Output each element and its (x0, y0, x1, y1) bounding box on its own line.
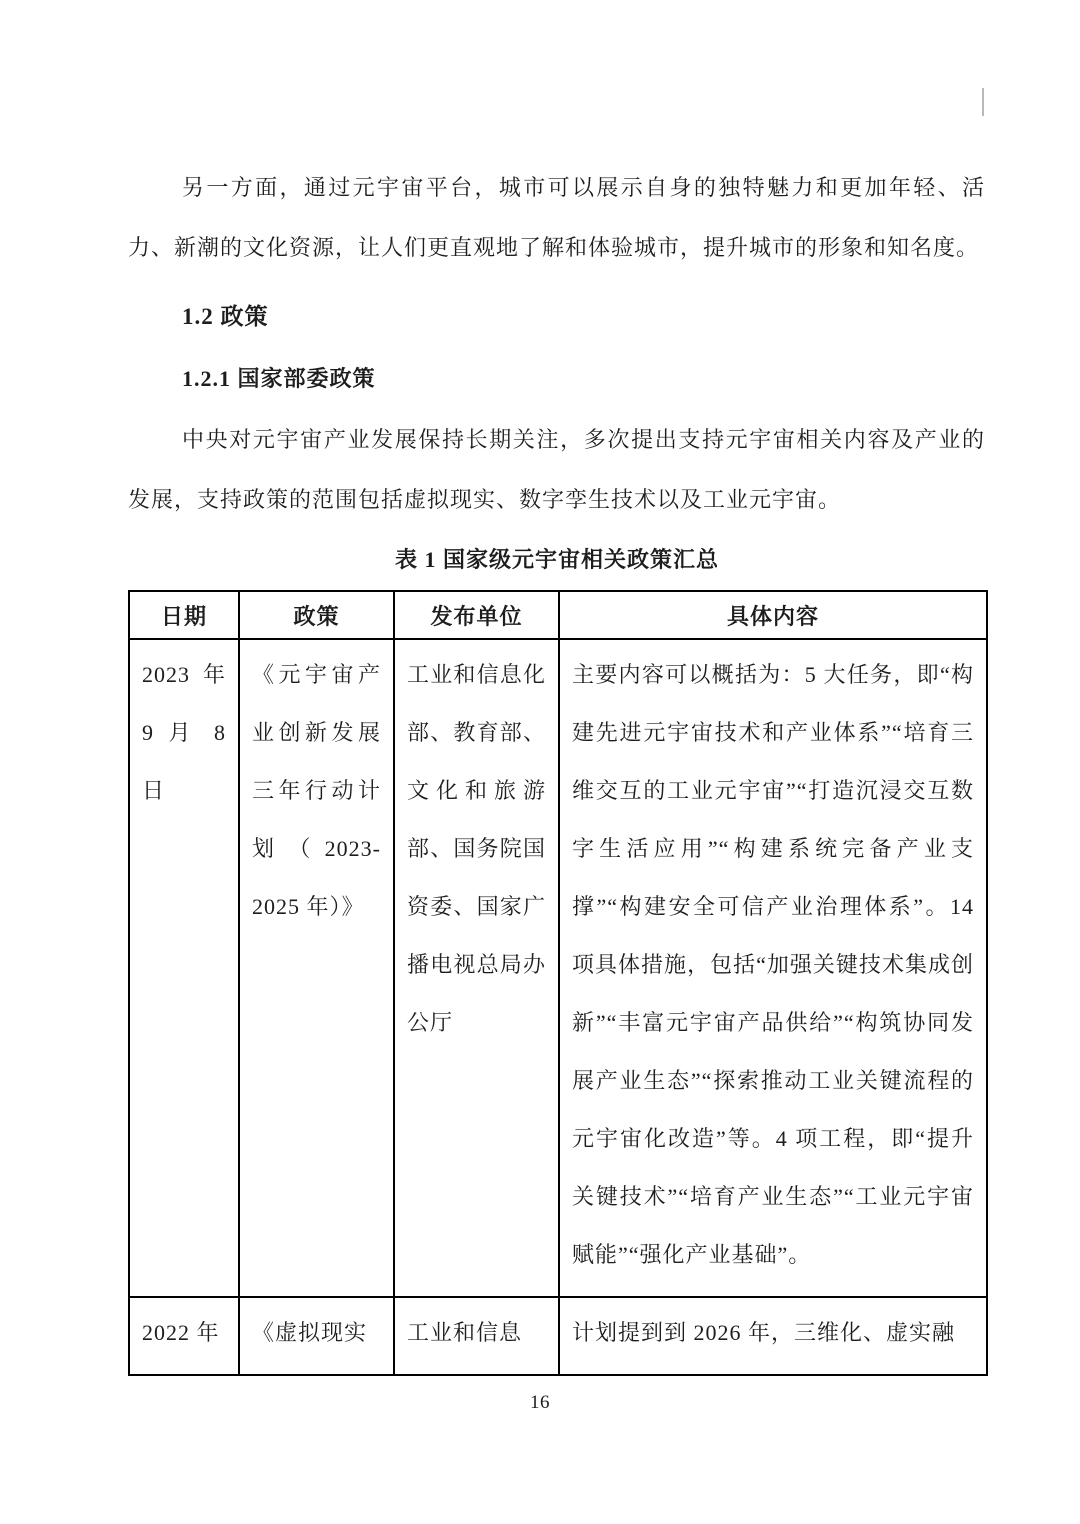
table-row-2022-policy-truncated (129, 1297, 987, 1375)
table-header-row (129, 591, 987, 639)
section-heading-policy: 1.2 政策 (182, 304, 269, 329)
page-number: 16 (530, 1392, 550, 1413)
paragraph-central-attention: 中央对元宇宙产业发展保持长期关注，多次提出支持元宇宙相关内容及产业的发展，支持政策的范围包括虚拟现实、数字孪生技术以及工业元宇宙。 (128, 427, 985, 512)
cell-details: 主要内容可以概括为：5 大任务，即“构建先进元宇宙技术和产业体系”“培育三维交互的工业元宇宙”“打造沉浸交互数字生活应用”“构建系统完备产业支撑”“构建安全可信产业治理体系”。14 项具体措施，包括“加强关键技术集成创新”“丰富元宇宙产品供给”“构筑协同发展产业生态”“探索推动工业关键流程的元宇宙化改造”等。4 项工程，即“提升关键技术”“培育产业生态”“工业元宇宙赋能”“强化产业基础”。 (559, 639, 987, 1297)
column-header-policy: 政策 (239, 591, 394, 639)
table-caption: 表 1 国家级元宇宙相关政策汇总 (394, 547, 719, 572)
cell-publisher: 工业和信息 (394, 1297, 559, 1375)
cell-date: 2022 年 (129, 1297, 239, 1375)
column-header-date: 日期 (129, 591, 239, 639)
cell-details: 计划提到到 2026 年，三维化、虚实融 (559, 1297, 987, 1375)
cell-date: 2023 年 9 月 8 日 (129, 639, 239, 1297)
cell-policy-name: 《虚拟现实 (239, 1297, 394, 1375)
column-header-publisher: 发布单位 (394, 591, 559, 639)
cell-policy-name: 《元宇宙产业创新发展三年行动计划（2023-2025 年）》 (239, 639, 394, 1297)
policy-table (128, 590, 988, 1376)
cell-publisher: 工业和信息化部、教育部、文化和旅游部、国务院国资委、国家广播电视总局办公厅 (394, 639, 559, 1297)
paragraph-city-image: 另一方面，通过元宇宙平台，城市可以展示自身的独特魅力和更加年轻、活力、新潮的文化资源，让人们更直观地了解和体验城市，提升城市的形象和知名度。 (128, 175, 985, 260)
column-header-details: 具体内容 (559, 591, 987, 639)
cursor-mark (982, 88, 984, 116)
subsection-heading-national-policy: 1.2.1 国家部委政策 (182, 366, 376, 391)
table-row-2023-policy (129, 639, 987, 1297)
